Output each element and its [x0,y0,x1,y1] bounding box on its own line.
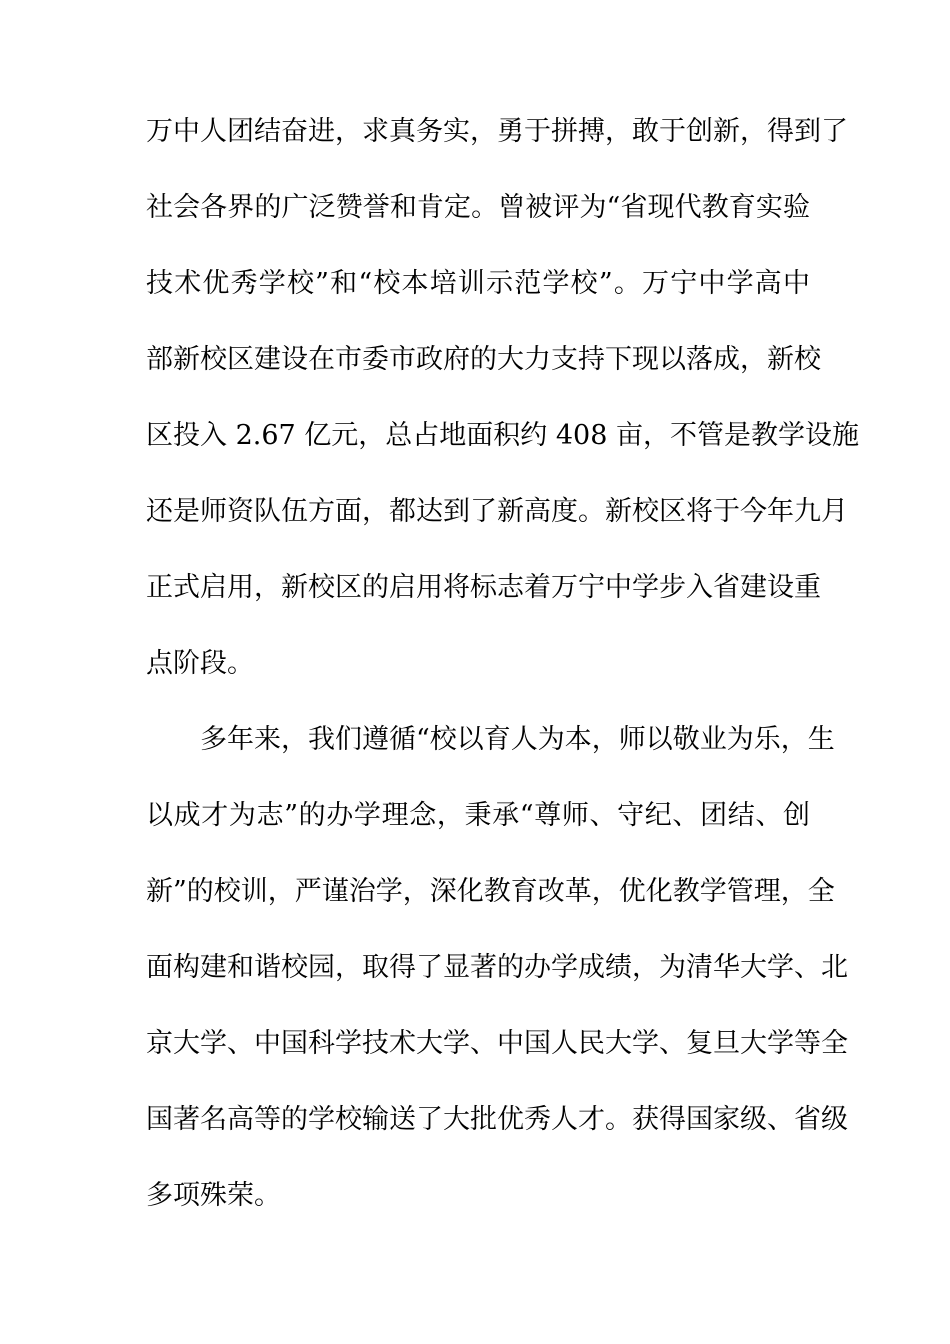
paragraph-1-line-1: 万中人团结奋进，求真务实，勇于拼搏，敢于创新，得到了 [146,116,848,147]
body-text [146,94,859,1234]
paragraph-2-line-7: 多项殊荣。 [146,1180,281,1211]
paragraph-1-line-8: 点阶段。 [146,648,254,679]
paragraph-2-line-5: 京大学、中国科学技术大学、中国人民大学、复旦大学等全 [146,1028,848,1059]
paragraph-2-line-6: 国著名高等的学校输送了大批优秀人才。获得国家级、省级 [146,1104,848,1135]
paragraph-2-line-4: 面构建和谐校园，取得了显著的办学成绩，为清华大学、北 [146,952,848,983]
paragraph-1-line-7: 正式启用，新校区的启用将标志着万宁中学步入省建设重 [146,572,821,603]
paragraph-1-line-3: 技术优秀学校”和“校本培训示范学校”。万宁中学高中 [146,268,810,299]
paragraph-1-line-2: 社会各界的广泛赞誉和肯定。曾被评为“省现代教育实验 [146,192,810,223]
paragraph-1-line-6: 还是师资队伍方面，都达到了新高度。新校区将于今年九月 [146,496,848,527]
paragraph-2-line-2: 以成才为志”的办学理念，秉承“尊师、守纪、团结、创 [146,800,810,831]
paragraph-2-line-1: 多年来，我们遵循“校以育人为本，师以敬业为乐，生 [200,724,835,755]
paragraph-2-line-3: 新”的校训，严谨治学，深化教育改革，优化教学管理，全 [146,876,835,907]
paragraph-1-line-4: 部新校区建设在市委市政府的大力支持下现以落成，新校 [146,344,821,375]
paragraph-1-line-5: 区投入 2.67 亿元，总占地面积约 408 亩，不管是教学设施 [146,420,859,451]
